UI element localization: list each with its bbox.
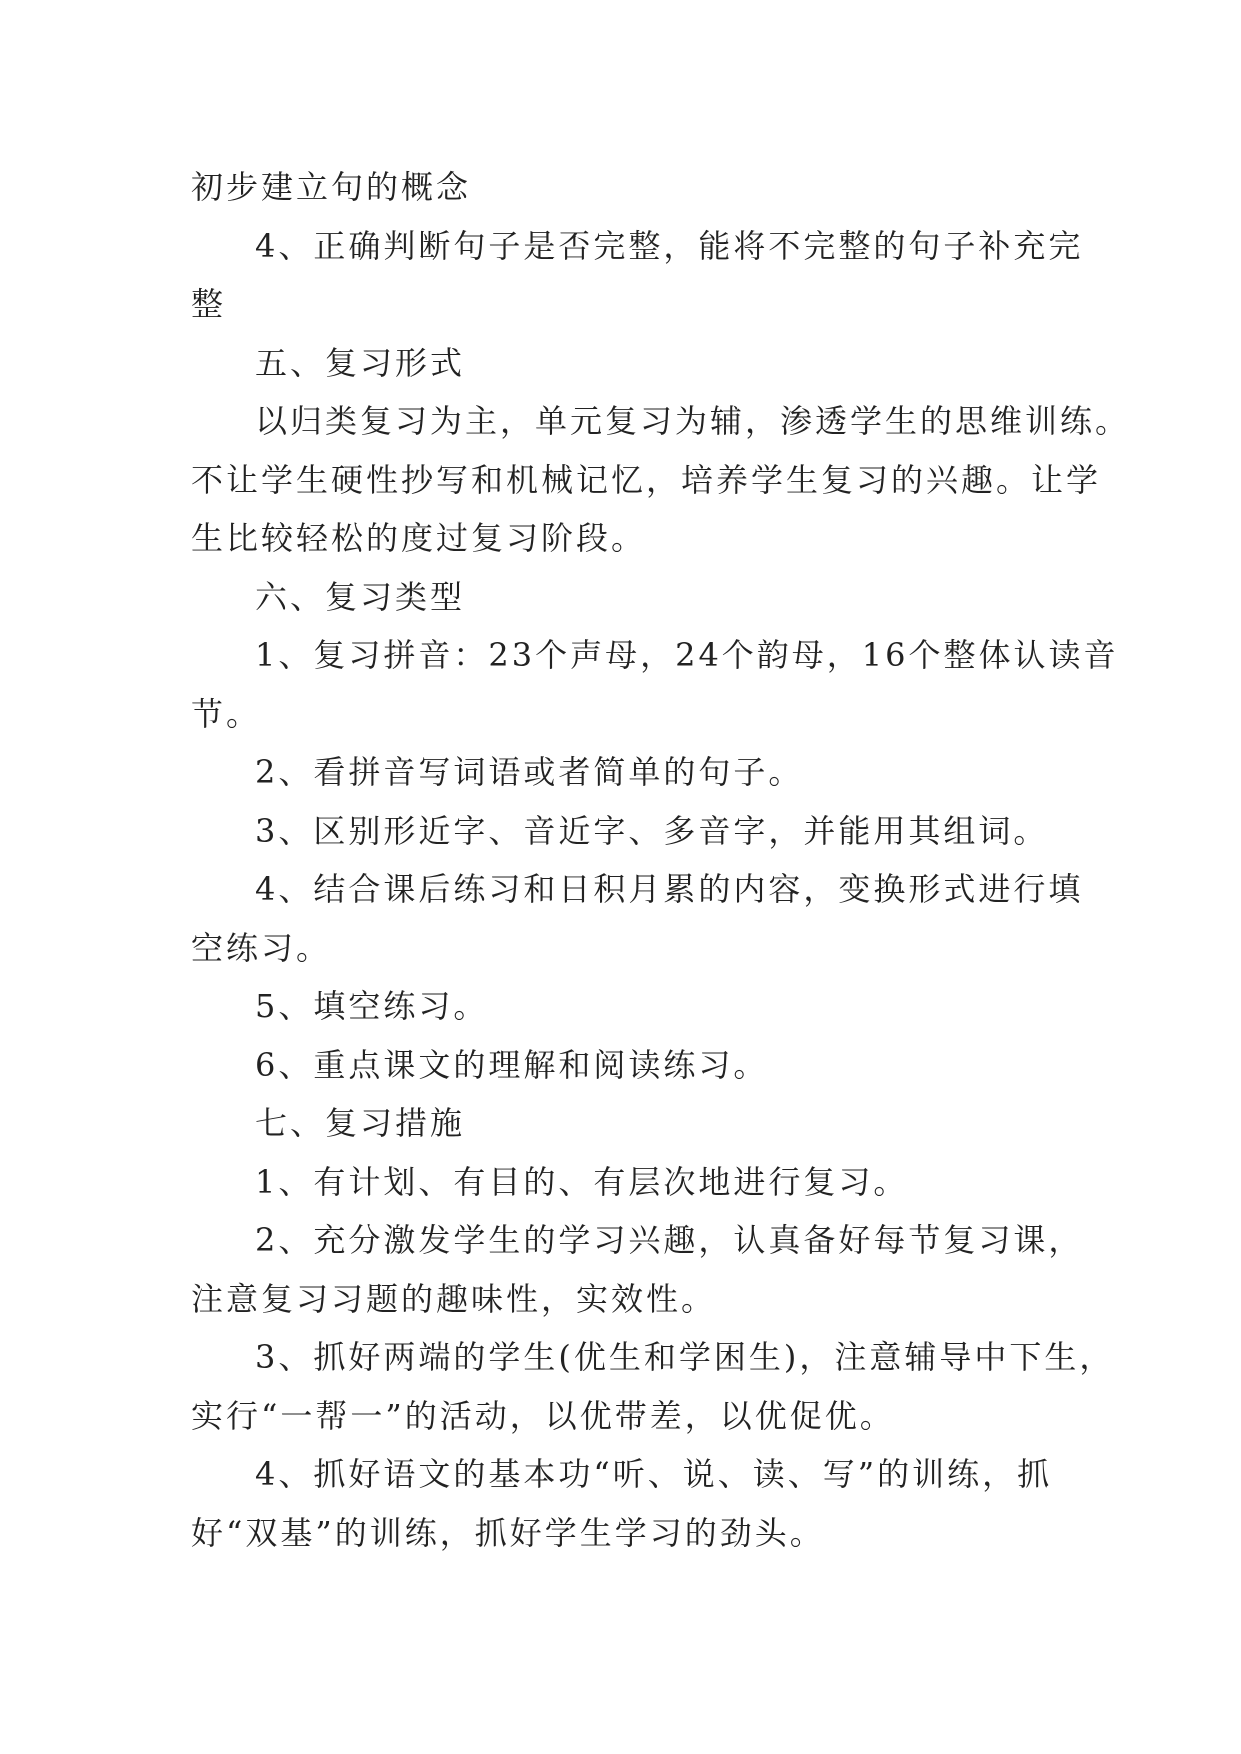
section-heading: 七、复习措施 (255, 1104, 466, 1142)
document-body (191, 158, 1131, 1562)
text-line: 生比较轻松的度过复习阶段。 (191, 519, 647, 557)
text-line: 空练习。 (191, 928, 332, 967)
text-line: 不让学生硬性抄写和机械记忆，培养学生复习的兴趣。让学 (191, 460, 1102, 499)
text-line: 3、区别形近字、音近字、多音字，并能用其组词。 (255, 811, 1049, 850)
text-line: 注意复习习题的趣味性，实效性。 (191, 1279, 717, 1318)
text-line: 4、结合课后练习和日积月累的内容，变换形式进行填 (255, 870, 1084, 908)
text-line: 2、看拼音写词语或者简单的句子。 (255, 753, 804, 791)
section-heading: 六、复习类型 (255, 577, 466, 616)
text-line: 3、抓好两端的学生(优生和学困生)，注意辅导中下生， (255, 1338, 1115, 1376)
text-line: 1、有计划、有目的、有层次地进行复习。 (255, 1162, 909, 1201)
text-line: 4、抓好语文的基本功“听、说、读、写”的训练，抓 (255, 1455, 1053, 1493)
text-line: 整 (191, 285, 227, 323)
text-line: 4、正确判断句子是否完整，能将不完整的句子补充完 (255, 226, 1084, 265)
text-line: 以归类复习为主，单元复习为辅，渗透学生的思维训练。 (255, 402, 1131, 440)
text-line: 2、充分激发学生的学习兴趣，认真备好每节复习课， (255, 1221, 1084, 1259)
section-heading: 五、复习形式 (255, 343, 466, 382)
text-line: 5、填空练习。 (255, 987, 489, 1025)
text-line: 节。 (191, 694, 262, 733)
text-line: 1、复习拼音：23个声母，24个韵母，16个整体认读音 (255, 636, 1119, 674)
text-line: 好“双基”的训练，抓好学生学习的劲头。 (191, 1513, 825, 1552)
text-line: 6、重点课文的理解和阅读练习。 (255, 1045, 769, 1084)
text-line: 初步建立句的概念 (191, 168, 472, 206)
text-line: 实行“一帮一”的活动，以优带差，以优促优。 (191, 1396, 895, 1435)
